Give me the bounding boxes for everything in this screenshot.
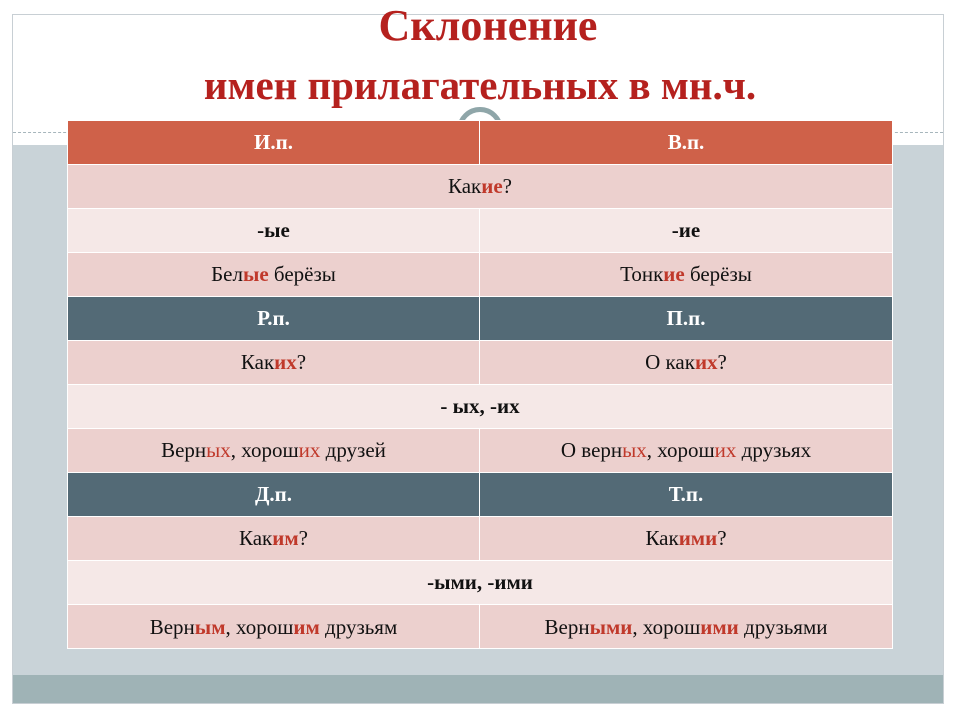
slide-title (0, 0, 960, 110)
table-row (68, 209, 893, 253)
header-row-dat-inst (68, 473, 893, 517)
case-header-prepositional: П.п. (480, 297, 893, 341)
declension-table (67, 120, 893, 649)
table-row (68, 165, 893, 209)
header-row-gen-prep (68, 297, 893, 341)
example-dative: Верным, хорошим друзьям (68, 605, 480, 649)
endings-dat-inst: -ыми, -ими (68, 561, 893, 605)
example-instrumental: Верными, хорошими друзьями (480, 605, 893, 649)
example-accusative: Тонкие берёзы (480, 253, 893, 297)
example-prepositional: О верных, хороших друзьях (480, 429, 893, 473)
title-line-1: Склонение (378, 1, 598, 50)
question-dative: Каким? (68, 517, 480, 561)
ending-nominative: -ые (68, 209, 480, 253)
question-nom-acc: Какие? (68, 165, 893, 209)
example-nominative: Белые берёзы (68, 253, 480, 297)
table-row (68, 341, 893, 385)
title-line-2: имен прилагательных в мн.ч. (203, 62, 757, 108)
ending-accusative: -ие (480, 209, 893, 253)
question-prepositional: О каких? (480, 341, 893, 385)
case-header-genitive: Р.п. (68, 297, 480, 341)
table-row (68, 429, 893, 473)
table-row (68, 385, 893, 429)
example-genitive: Верных, хороших друзей (68, 429, 480, 473)
table-row (68, 253, 893, 297)
case-header-instrumental: Т.п. (480, 473, 893, 517)
case-header-dative: Д.п. (68, 473, 480, 517)
case-header-accusative: В.п. (480, 121, 893, 165)
table-row (68, 605, 893, 649)
table-row (68, 561, 893, 605)
header-row-nom-acc (68, 121, 893, 165)
table-row (68, 517, 893, 561)
footer-band (13, 675, 943, 703)
case-header-nominative: И.п. (68, 121, 480, 165)
question-instrumental: Какими? (480, 517, 893, 561)
endings-gen-prep: - ых, -их (68, 385, 893, 429)
question-genitive: Каких? (68, 341, 480, 385)
